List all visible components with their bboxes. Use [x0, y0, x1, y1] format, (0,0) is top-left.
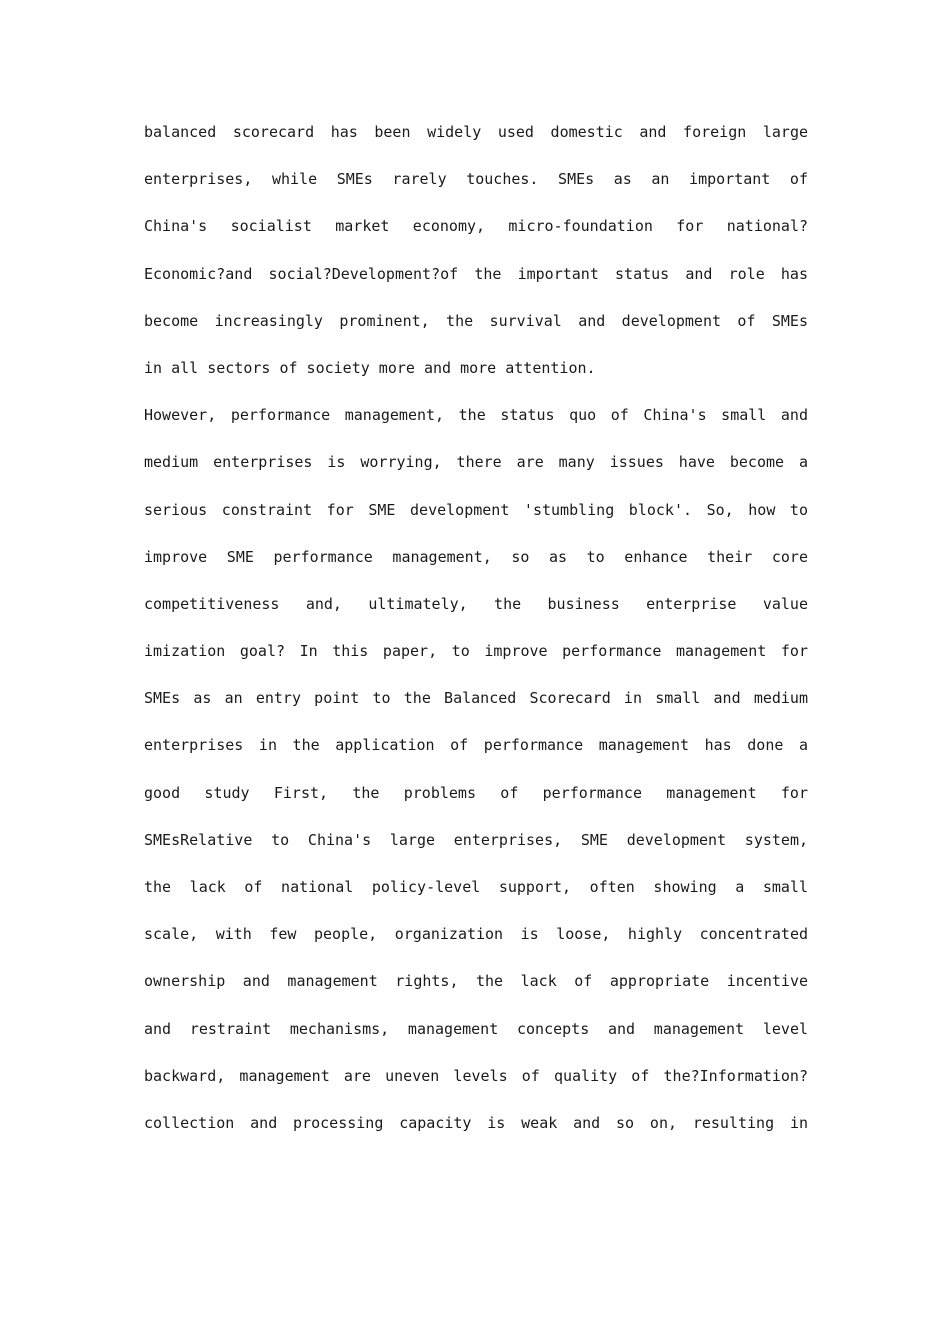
text-line: competitiveness and, ultimately, the business enterprise value [144, 594, 808, 613]
text-line: However, performance management, the status quo of China's small and [144, 406, 808, 425]
text-line: ownership and management rights, the lack of appropriate incentive [144, 972, 808, 991]
text-line: collection and processing capacity is weak and so on, resulting in [144, 1113, 808, 1132]
paragraph-1 [144, 109, 808, 392]
text-line: serious constraint for SME development 'stumbling block'. So, how to [144, 500, 808, 519]
text-line: imization goal? In this paper, to improve performance management for [144, 642, 808, 661]
text-line: become increasingly prominent, the survival and development of SMEs [144, 311, 808, 330]
text-line: China's socialist market economy, micro-foundation for national? [144, 217, 808, 236]
text-line: scale, with few people, organization is loose, highly concentrated [144, 925, 808, 944]
text-line: and restraint mechanisms, management concepts and management level [144, 1019, 808, 1038]
text-line: balanced scorecard has been widely used domestic and foreign large [144, 123, 808, 141]
paragraph-2 [144, 392, 808, 1147]
text-line: enterprises in the application of performance management has done a [144, 736, 808, 755]
text-line: medium enterprises is worrying, there are many issues have become a [144, 453, 808, 472]
text-line: the lack of national policy-level support, often showing a small [144, 878, 808, 896]
body-text [144, 109, 808, 1147]
text-line: backward, management are uneven levels of quality of the?Information? [144, 1066, 808, 1085]
text-line: SMEsRelative to China's large enterprises, SME development system, [144, 830, 808, 849]
text-line: good study First, the problems of performance management for [144, 783, 808, 802]
text-line: SMEs as an entry point to the Balanced Scorecard in small and medium [144, 689, 808, 708]
text-line: Economic?and social?Development?of the important status and role has [144, 264, 808, 283]
text-line: enterprises, while SMEs rarely touches. SMEs as an important of [144, 170, 808, 189]
text-line: in all sectors of society more and more attention. [144, 358, 596, 377]
text-line: improve SME performance management, so as to enhance their core [144, 547, 808, 566]
